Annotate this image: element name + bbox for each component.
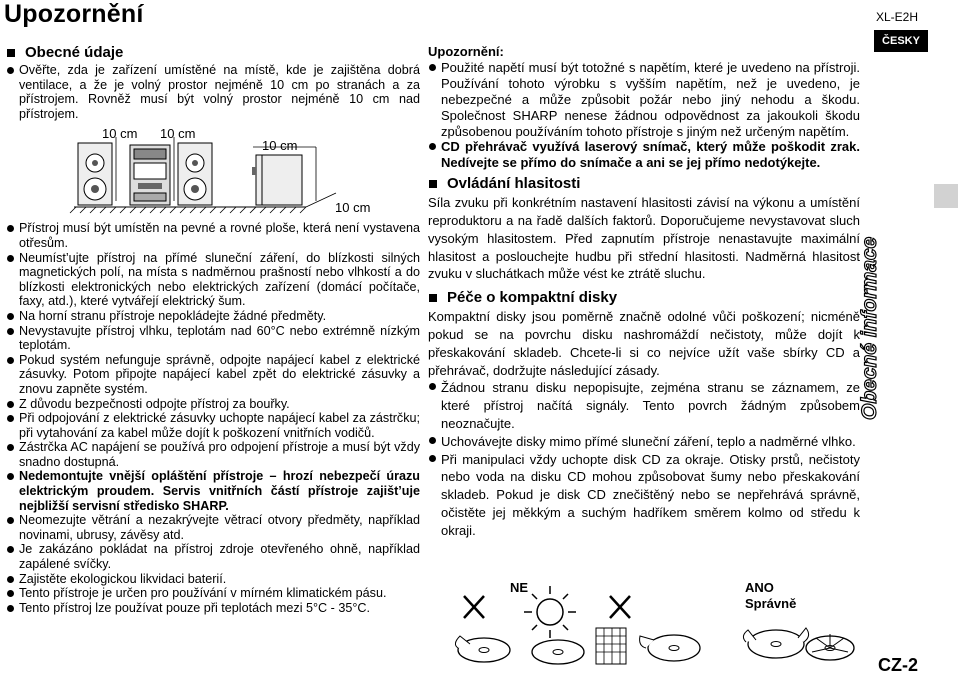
clearance-label: 10 cm [335, 200, 371, 216]
list-item: Přístroj musí být umístěn na pevné a rovné ploše, která není vystavena otřesům. [6, 221, 420, 250]
list-item: Ověřte, zda je zařízení umístěné na místě, kde je zajištěna dobrá ventilace, a že je volný prostor nejméně 10 cm po stranách a za přístrojem. Rovněž musí být volný prostor nejméně 10 cm nad přístrojem. [6, 63, 420, 121]
side-section-label: Obecné informace [858, 236, 881, 420]
volume-text: Síla zvuku při konkrétním nastavení hlasitosti závisí na výkonu a umístění reproduktoru a na řadě dalších faktorů. Doporučujeme nevystavovat sluch vysokým hlasitostem. Před zapnutím přístroje nenastavujte maximální hlasitost a poslouchejte hudbu při střední hlasitosti. Nadměrná hlasitost zvuku v sluchátkach může vést ke ztrátě sluchu. [428, 195, 860, 282]
sun-icon [524, 586, 576, 638]
disc-icon [532, 640, 584, 664]
label-correct: Správně [745, 596, 797, 611]
list-item: Tento přístroj lze používat pouze při teplotách mezi 5°C - 35°C. [6, 601, 420, 616]
list-item: Uchovávejte disky mimo přímé sluneční záření, teplo a nadměrné vlhko. [428, 433, 860, 451]
square-bullet-icon [429, 180, 437, 188]
ventilation-figure [6, 121, 420, 221]
disc-icon [455, 636, 510, 662]
heater-icon [596, 628, 626, 664]
page-number: CZ-2 [878, 655, 918, 675]
list-item: Při manipulaci vždy uchopte disk CD za okraje. Otisky prstů, nečistoty nebo voda na disku CD mohou způsobovat šumy nebo přeskakování skladeb. Pokud je disk CD znečištěný nebo se nepřehrává správně, očistěte jej měkkým a suchým hadříkem směrem kolmo od středu k okraji. [428, 451, 860, 540]
right-text-column [428, 44, 860, 540]
list-item-warning: Nedemontujte vnější opláštění přístroje – hrozí nebezpečí úrazu elektrickým proudem. Servis vnitřních částí přístroje zajišt’uje nejbližší servisní středisko SHARP. [6, 469, 420, 513]
disc-held-correctly-icon [743, 628, 808, 658]
caution-item-laser: CD přehrávač využívá laserový snímač, který může poškodit zrak. Nedívejte se přímo do snímače a ani se jej přímo nedotýkejte. [428, 139, 860, 171]
list-item: Při odpojování z elektrické zásuvky uchopte napájecí kabel za zástrčku; při vytahování za kabel může dojít k poškození vnitřních vodičů. [6, 411, 420, 440]
disc-cleaning-icon [806, 634, 854, 660]
list-item: Nevystavujte přístroj vlhku, teplotám nad 60°C nebo extrémně nízkým teplotám. [6, 324, 420, 353]
label-correct-ano: ANO [745, 580, 774, 595]
disc-handling-illustration [450, 578, 860, 668]
list-item: Je zakázáno pokládat na přístroj zdroje otevřeného ohně, například zapálené svíčky. [6, 542, 420, 571]
section-tab-marker [934, 184, 958, 208]
disc-care-text: Kompaktní disky jsou poměrně značně odolné vůči poškození; nicméně pokud se na povrchu disku nashromáždí nečistoty, může dojít k přeskakování skladeb. Chcete-li si co nejvíce užít vaše sbírky CD a přehrávač, dodržujte následující zásady. [428, 309, 860, 378]
model-number: XL-E2H [876, 10, 919, 24]
caution-title: Upozornění: [428, 44, 504, 59]
list-item: Neomezujte větrání a nezakrývejte větrací otvory předměty, například novinami, ubrusy, závěsy atd. [6, 513, 420, 542]
general-heading: Obecné údaje [6, 44, 420, 62]
disc-care-heading: Péče o kompaktní disky [428, 289, 860, 307]
square-bullet-icon [7, 49, 15, 57]
caution-item: Použité napětí musí být totožné s napětím, které je uvedeno na přístroji. Používání tohoto výrobku s vyšším napětím, než je uvedeno, je nebezpečné a může způsobit požár nebo jiný nehodu a škodu. Společnost SHARP nenese žádnou odpovědnost za jakoukoli škodu způsobenou používáním tohoto přístroje s jiným než určeným napětím. [428, 60, 860, 140]
list-item: Žádnou stranu disku nepopisujte, zejména stranu se záznamem, ze které přístroj načítá signály. Tento povrch žádným způsobem neoznačujte. [428, 379, 860, 432]
page-title: Upozornění [4, 0, 144, 28]
list-item: Z důvodu bezpečnosti odpojte přístroj za bouřky. [6, 397, 420, 412]
list-item: Neumíst’ujte přístroj na přímé sluneční záření, do blízkosti silných magnetických polí, na místa s nadměrnou prašností nebo vlhkostí a do blízkosti elektronických nebo elektrických zařízení (domácí počítače, faxy, atd.), které vytvářejí elektrický šum. [6, 251, 420, 309]
disc-icon [640, 635, 700, 661]
language-tab: ČESKY [874, 30, 928, 52]
general-section [6, 44, 420, 615]
list-item: Pokud systém nefunguje správně, odpojte napájecí kabel z elektrické zásuvky. Potom připojte napájecí kabel zpět do elektrické zásuvky a znovu zapněte systém. [6, 353, 420, 397]
square-bullet-icon [429, 294, 437, 302]
label-wrong: NE [510, 580, 529, 595]
list-item: Zástrčka AC napájení se používá pro odpojení přístroje a musí být vždy snadno dostupná. [6, 440, 420, 469]
clearance-label: 10 cm [102, 126, 138, 142]
volume-heading: Ovládání hlasitosti [428, 175, 860, 193]
clearance-label: 10 cm [262, 138, 298, 154]
list-item: Zajistěte ekologickou likvidaci baterií. [6, 572, 420, 587]
list-item: Na horní stranu přístroje nepokládejte žádné předměty. [6, 309, 420, 324]
clearance-label: 10 cm [160, 126, 196, 142]
list-item: Tento přístroje je určen pro používání v mírném klimatickém pásu. [6, 586, 420, 601]
